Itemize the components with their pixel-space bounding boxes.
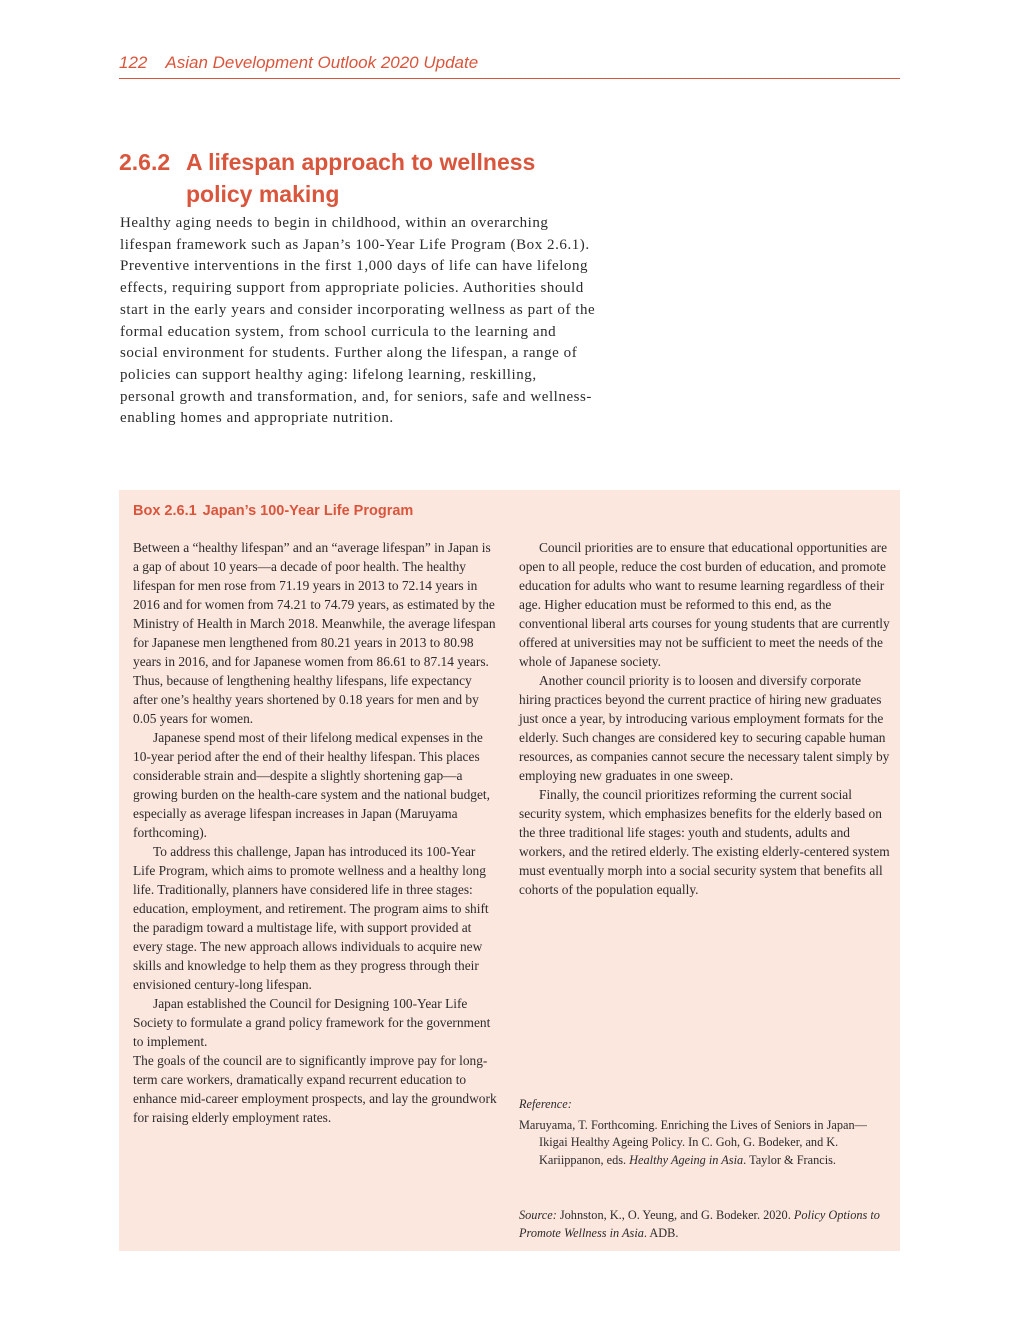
reference-label: Reference: (519, 1097, 572, 1111)
running-head (119, 52, 900, 79)
reference-book-title: Healthy Ageing in Asia (629, 1152, 744, 1167)
source-title: Policy Options to Promote Wellness in Asia (519, 1208, 880, 1240)
publication-title: Asian Development Outlook 2020 Update (165, 53, 479, 72)
box-reference (519, 1096, 889, 1169)
box-japan-100-year-life (119, 490, 900, 1251)
box-paragraph: Japanese spend most of their lifelong medical expenses in the 10-year period after the end of their healthy lifespan. This places considerable strain and—despite a slightly shortening gap—a growing burden on the health-care system and the national budget, especially as average lifespan increases in Japan (Maruyama forthcoming). (133, 730, 490, 840)
reference-text: Maruyama, T. Forthcoming. Enriching the Lives of Seniors in Japan—Ikigai Healthy Ageing Policy. In C. Goh, G. Bodeker, and K. Kariippanon, eds. (519, 1118, 867, 1167)
box-paragraph: Finally, the council prioritizes reforming the current social security system, which emphasizes benefits for the elderly based on the three traditional life stages: youth and students, adults and workers, and the retired elderly. The existing elderly-centered system must eventually morph into a social security system that benefits all cohorts of the population equally. (519, 787, 890, 897)
box-right-column (519, 538, 891, 899)
box-paragraph: Between a “healthy lifespan” and an “average lifespan” in Japan is a gap of about 10 years—a decade of poor health. The healthy lifespan for men rose from 71.19 years in 2013 to 72.14 years in 2016 and for women from 74.21 to 74.79 years, as estimated by the Ministry of Health in March 2018. Meanwhile, the average lifespan for Japanese men lengthened from 80.21 years in 2013 to 80.98 years in 2016, and for Japanese women from 86.61 to 87.14 years. Thus, because of lengthening healthy lifespans, life expectancy after one’s healthy years shortened by 0.18 years for men and by 0.05 years for women. (133, 540, 496, 726)
box-paragraph: Council priorities are to ensure that educational opportunities are open to all people, reduce the cost burden of education, and promote education for adults who want to resume learning regardless of their age. Higher education must be reformed to this end, as the conventional liberal arts courses for young students that are currently offered at universities may not be sufficient to meet the needs of the whole of Japanese society. (519, 540, 890, 669)
box-label: Box 2.6.1 (133, 503, 197, 519)
source-text: Johnston, K., O. Yeung, and G. Bodeker. 2020. (559, 1208, 791, 1222)
section-heading-text: A lifespan approach to wellness policy making (186, 149, 536, 207)
box-source (519, 1206, 889, 1242)
box-paragraph: Japan established the Council for Designing 100-Year Life Society to formulate a grand policy framework for the government to implement. (133, 996, 491, 1049)
box-paragraph: Another council priority is to loosen and diversify corporate hiring practices beyond the current practice of hiring new graduates just once a year, by introducing various employment formats for the elderly. Such changes are considered key to securing capable human resources, as companies cannot secure the necessary talent simply by employing new graduates in one sweep. (519, 673, 890, 783)
reference-publisher: . Taylor & Francis. (743, 1152, 836, 1167)
section-title (119, 146, 589, 210)
source-publisher: . ADB. (643, 1226, 679, 1240)
box-left-column (133, 538, 499, 1127)
section-number: 2.6.2 (119, 149, 171, 175)
intro-paragraph: Healthy aging needs to begin in childhood, within an overarching lifespan framework such as Japan’s 100-Year Life Program (Box 2.6.1). Preventive interventions in the first 1,000 days of life can have lifelong effects, requiring support from appropriate policies. Authorities should start in the early years and consider incorporating wellness as part of the formal education system, from school curricula to the learning and social environment for students. Further along the lifespan, a range of policies can support healthy aging: lifelong learning, reskilling, personal growth and transformation, and, for seniors, safe and wellness-enabling homes and appropriate nutrition. (120, 215, 596, 427)
source-label: Source: (519, 1208, 557, 1222)
box-paragraph: To address this challenge, Japan has introduced its 100-Year Life Program, which aims to promote wellness and a healthy long life. Traditionally, planners have considered life in three stages: education, employment, and retirement. The program aims to shift the paradigm toward a multistage life, with support provided at every stage. The new approach allows individuals to acquire new skills and knowledge to help them as they progress through their envisioned century-long lifespan. (133, 844, 489, 992)
reference-entry (519, 1117, 889, 1169)
page-number: 122 (119, 53, 148, 72)
box-paragraph: The goals of the council are to significantly improve pay for long-term care workers, dramatically expand recurrent education to enhance mid-career employment prospects, and lay the groundwork for raising elderly employment rates. (133, 1053, 497, 1125)
box-title (133, 502, 413, 520)
box-title-text: Japan’s 100-Year Life Program (202, 503, 414, 519)
